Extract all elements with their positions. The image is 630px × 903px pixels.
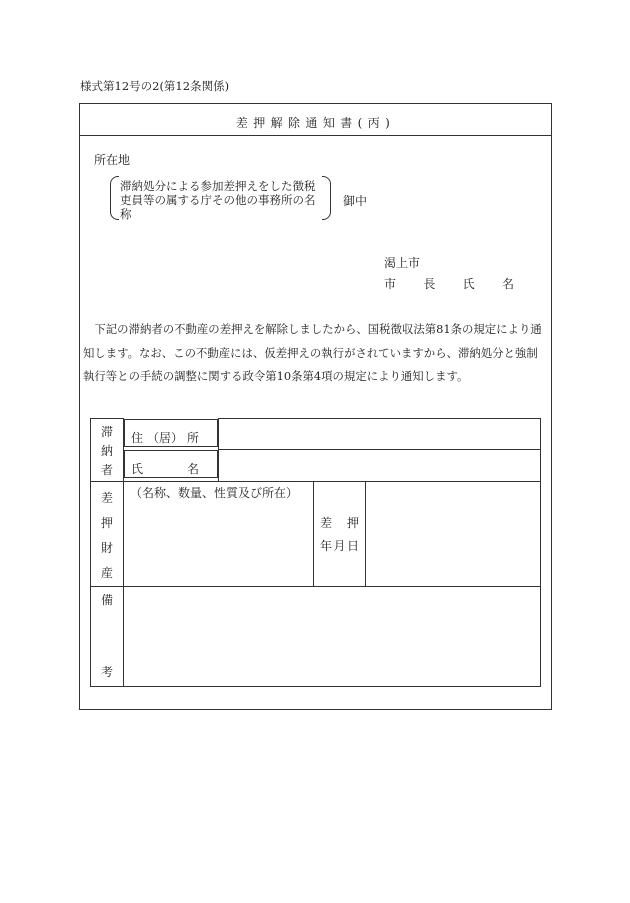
name-row-label: 氏 名 <box>124 450 218 478</box>
right-bracket <box>322 176 331 220</box>
seize-date-label: 差 押 年 月 日 <box>314 482 366 587</box>
seized-property-label: 差 押 財 産 <box>91 482 124 587</box>
sender-city: 渇上市 <box>384 256 421 270</box>
seize-date-value-cell <box>366 482 541 587</box>
mayor-char: 氏 <box>462 277 475 291</box>
mayor-char: 長 <box>423 277 436 291</box>
document-title: 差押解除通知書(丙) <box>235 116 396 130</box>
remarks-value-cell <box>124 587 541 687</box>
form-reference: 様式第12号の2(第12条関係) <box>80 79 230 93</box>
honorific-onchu: 御中 <box>343 194 368 208</box>
body-text-line: 知します。なお、この不動産には、仮差押えの執行がされていますから、滞納処分と強制 <box>83 346 538 360</box>
mayor-char: 名 <box>501 277 514 291</box>
body-text-line: 執行等との手続の調整に関する政令第10条第4項の規定により通知します。 <box>83 369 469 383</box>
recipient-line: 滞納処分による参加差押えをした徴税 <box>120 179 316 193</box>
mayor-char: 市 <box>384 277 397 291</box>
address-row-label: 住 （居） 所 <box>124 419 218 447</box>
body-text-line: 下記の滞納者の不動産の差押えを解除しましたから、国税徴収法第81条の規定により通 <box>83 322 542 336</box>
remarks-label: 備 考 <box>91 587 124 687</box>
property-note: （名称、数量、性質及び所在） <box>130 486 299 500</box>
sender-mayor-name <box>384 275 514 292</box>
recipient-line: 称 <box>120 207 132 221</box>
name-value-cell <box>219 450 541 482</box>
recipient-line: 吏員等の属する庁その他の事務所の名 <box>120 193 316 207</box>
address-label: 所在地 <box>94 153 131 167</box>
left-bracket <box>110 176 119 220</box>
title-divider <box>79 135 552 136</box>
delinquent-label: 滞 納 者 <box>91 419 124 482</box>
notice-table <box>90 418 541 687</box>
property-description-cell <box>124 482 314 587</box>
address-value-cell <box>219 419 541 450</box>
